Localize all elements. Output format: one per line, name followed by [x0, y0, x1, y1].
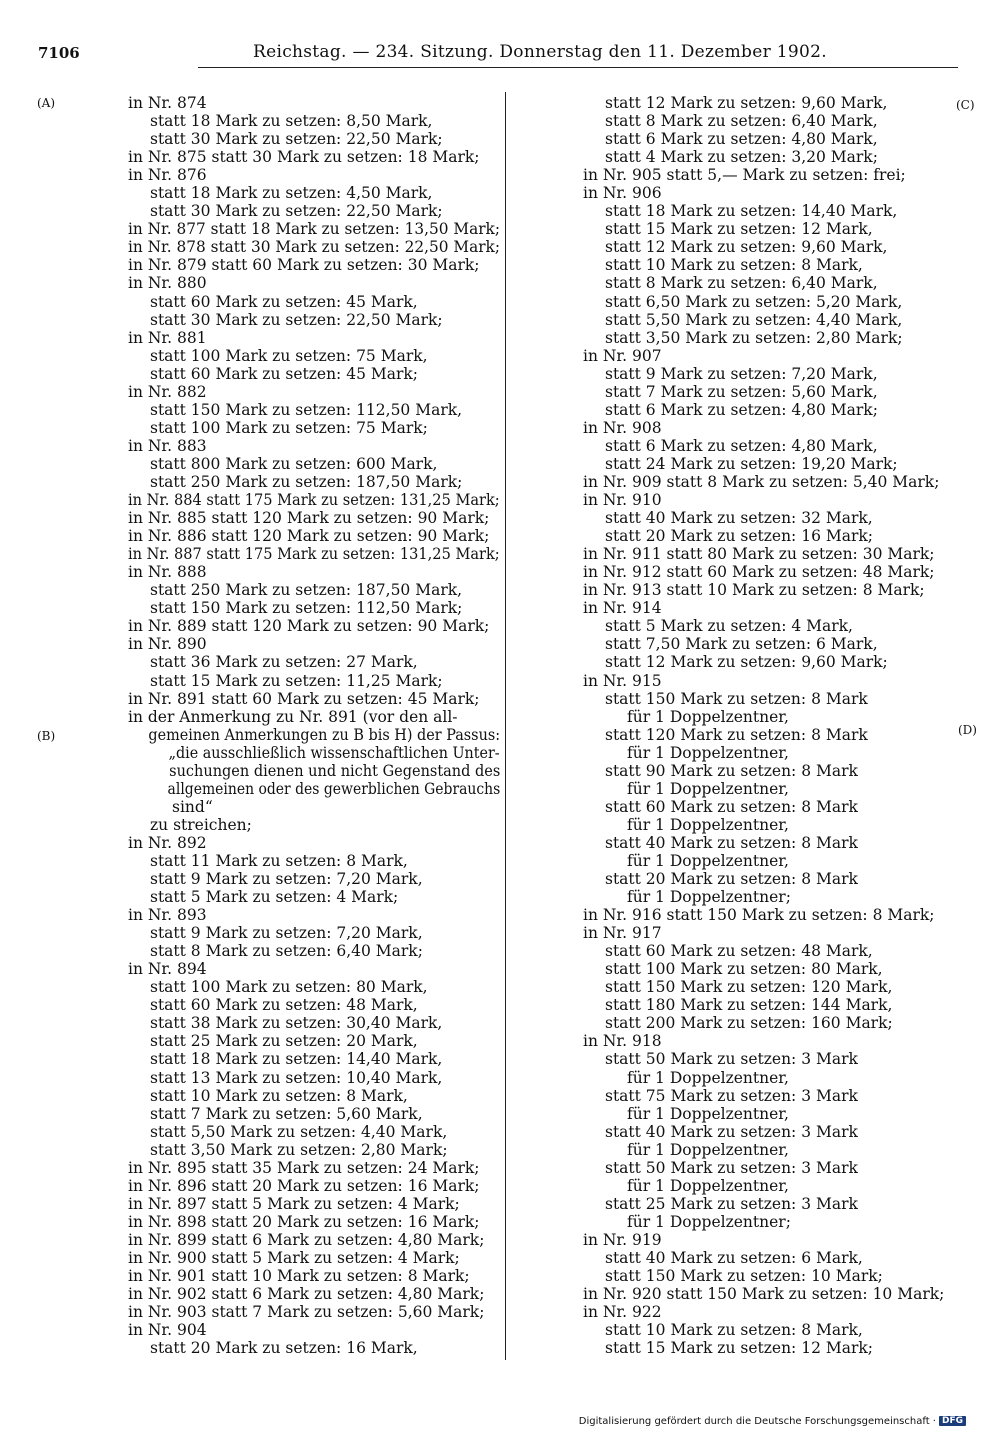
text-line: statt 30 Mark zu setzen: 22,50 Mark; — [150, 130, 443, 149]
text-line: statt 13 Mark zu setzen: 10,40 Mark, — [150, 1068, 443, 1087]
text-line: statt 100 Mark zu setzen: 80 Mark, — [605, 960, 883, 979]
text-line: statt 250 Mark zu setzen: 187,50 Mark; — [150, 472, 463, 491]
text-line: statt 36 Mark zu setzen: 27 Mark, — [150, 653, 418, 672]
text-line: allgemeinen oder des gewerblichen Gebrauchs — [167, 779, 501, 798]
text-line: in Nr. 912 statt 60 Mark zu setzen: 48 Mark; — [583, 563, 935, 582]
margin-mark-a: (A) — [37, 96, 56, 110]
text-line: statt 120 Mark zu setzen: 8 Mark — [605, 725, 868, 744]
text-line: in Nr. 904 — [128, 1321, 207, 1340]
text-line: in Nr. 883 — [128, 436, 207, 455]
text-line: statt 50 Mark zu setzen: 3 Mark — [605, 1158, 858, 1177]
text-line: statt 150 Mark zu setzen: 8 Mark — [605, 689, 868, 708]
text-line: für 1 Doppelzentner; — [627, 1212, 791, 1231]
text-line: statt 60 Mark zu setzen: 48 Mark, — [150, 996, 418, 1015]
text-line: zu streichen; — [150, 815, 252, 834]
text-line: für 1 Doppelzentner, — [627, 743, 789, 762]
text-line: statt 200 Mark zu setzen: 160 Mark; — [605, 1014, 893, 1033]
text-line: in Nr. 914 — [583, 599, 662, 618]
text-line: für 1 Doppelzentner, — [627, 1104, 789, 1123]
text-line: statt 8 Mark zu setzen: 6,40 Mark, — [605, 274, 878, 293]
text-line: für 1 Doppelzentner, — [627, 851, 789, 870]
text-line: in Nr. 894 — [128, 960, 207, 979]
text-line: in Nr. 887 statt 175 Mark zu setzen: 131,25 Mark; — [128, 545, 500, 564]
text-line: statt 90 Mark zu setzen: 8 Mark — [605, 761, 858, 780]
text-line: statt 7 Mark zu setzen: 5,60 Mark, — [150, 1104, 423, 1123]
text-line: in Nr. 900 statt 5 Mark zu setzen: 4 Mark; — [128, 1249, 460, 1267]
text-line: statt 250 Mark zu setzen: 187,50 Mark, — [150, 581, 463, 600]
text-line: in Nr. 901 statt 10 Mark zu setzen: 8 Mark; — [128, 1267, 470, 1286]
text-line: statt 7 Mark zu setzen: 5,60 Mark, — [605, 382, 878, 401]
text-line: in Nr. 920 statt 150 Mark zu setzen: 10 Mark; — [583, 1285, 945, 1304]
text-line: in Nr. 919 — [583, 1230, 662, 1249]
text-line: statt 9 Mark zu setzen: 7,20 Mark, — [605, 364, 878, 383]
text-line: in Nr. 879 statt 60 Mark zu setzen: 30 Mark; — [128, 256, 480, 275]
text-line: statt 25 Mark zu setzen: 3 Mark — [605, 1194, 858, 1213]
text-line: statt 5 Mark zu setzen: 4 Mark, — [605, 617, 853, 636]
text-line: in Nr. 908 — [583, 418, 662, 437]
text-line: statt 50 Mark zu setzen: 3 Mark — [605, 1050, 858, 1069]
text-line: in Nr. 876 — [128, 166, 207, 185]
text-line: suchungen dienen und nicht Gegenstand des — [169, 761, 501, 780]
text-line: statt 800 Mark zu setzen: 600 Mark, — [150, 454, 438, 473]
running-title: Reichstag. — 234. Sitzung. Donnerstag den 11. Dezember 1902. — [253, 42, 827, 62]
text-line: statt 20 Mark zu setzen: 8 Mark — [605, 870, 858, 889]
text-line: in Nr. 895 statt 35 Mark zu setzen: 24 Mark; — [128, 1158, 480, 1177]
text-line: sind“ — [172, 797, 213, 816]
page-number: 7106 — [38, 44, 80, 62]
text-line: für 1 Doppelzentner, — [627, 1068, 789, 1087]
text-line: statt 30 Mark zu setzen: 22,50 Mark; — [150, 202, 443, 221]
text-line: statt 150 Mark zu setzen: 120 Mark, — [605, 978, 893, 997]
text-line: statt 20 Mark zu setzen: 16 Mark; — [605, 527, 873, 546]
text-line: für 1 Doppelzentner; — [627, 888, 791, 907]
text-line: statt 40 Mark zu setzen: 32 Mark, — [605, 509, 873, 528]
digitization-credit — [579, 1416, 966, 1427]
text-line: in Nr. 882 — [128, 382, 207, 401]
text-line: in Nr. 885 statt 120 Mark zu setzen: 90 Mark; — [128, 509, 490, 528]
text-line: in Nr. 899 statt 6 Mark zu setzen: 4,80 Mark; — [128, 1230, 485, 1249]
text-line: statt 60 Mark zu setzen: 45 Mark; — [150, 364, 418, 383]
text-line: statt 24 Mark zu setzen: 19,20 Mark; — [605, 454, 898, 473]
margin-mark-b: (B) — [37, 729, 56, 743]
text-line: statt 10 Mark zu setzen: 8 Mark, — [605, 256, 863, 275]
text-line: statt 38 Mark zu setzen: 30,40 Mark, — [150, 1014, 443, 1033]
text-line: in Nr. 896 statt 20 Mark zu setzen: 16 Mark; — [128, 1176, 480, 1195]
text-line: statt 5,50 Mark zu setzen: 4,40 Mark, — [150, 1122, 448, 1141]
text-line: für 1 Doppelzentner, — [627, 1140, 789, 1159]
text-line: in Nr. 874 — [128, 94, 207, 112]
text-line: in Nr. 910 — [583, 491, 662, 510]
header-rule — [198, 67, 958, 68]
text-line: in Nr. 891 statt 60 Mark zu setzen: 45 Mark; — [128, 689, 480, 708]
text-line: statt 7,50 Mark zu setzen: 6 Mark, — [605, 635, 878, 654]
text-line: für 1 Doppelzentner, — [627, 779, 789, 798]
text-line: statt 9 Mark zu setzen: 7,20 Mark, — [150, 924, 423, 943]
text-line: statt 5,50 Mark zu setzen: 4,40 Mark, — [605, 310, 903, 329]
text-line: in Nr. 893 — [128, 906, 207, 925]
left-column — [128, 94, 500, 1357]
text-line: statt 180 Mark zu setzen: 144 Mark, — [605, 996, 893, 1015]
text-line: in Nr. 903 statt 7 Mark zu setzen: 5,60 Mark; — [128, 1303, 485, 1322]
dfg-logo: DFG — [939, 1416, 966, 1426]
text-line: in Nr. 875 statt 30 Mark zu setzen: 18 Mark; — [128, 148, 480, 167]
text-line: statt 60 Mark zu setzen: 45 Mark, — [150, 292, 418, 311]
text-line: statt 15 Mark zu setzen: 12 Mark, — [605, 220, 873, 239]
text-line: statt 100 Mark zu setzen: 75 Mark, — [150, 346, 428, 365]
text-line: in Nr. 911 statt 80 Mark zu setzen: 30 Mark; — [583, 545, 935, 564]
text-line: statt 60 Mark zu setzen: 8 Mark — [605, 797, 858, 816]
text-line: statt 150 Mark zu setzen: 112,50 Mark, — [150, 400, 463, 419]
text-line: statt 40 Mark zu setzen: 8 Mark — [605, 833, 858, 852]
text-line: statt 18 Mark zu setzen: 14,40 Mark, — [150, 1050, 443, 1069]
text-line: statt 9 Mark zu setzen: 7,20 Mark, — [150, 870, 423, 889]
text-line: statt 6 Mark zu setzen: 4,80 Mark, — [605, 436, 878, 455]
text-line: statt 5 Mark zu setzen: 4 Mark; — [150, 888, 399, 907]
text-line: in der Anmerkung zu Nr. 891 (vor den all- — [128, 707, 458, 726]
text-line: statt 100 Mark zu setzen: 80 Mark, — [150, 978, 428, 997]
text-line: statt 12 Mark zu setzen: 9,60 Mark, — [605, 94, 888, 112]
text-line: statt 18 Mark zu setzen: 4,50 Mark, — [150, 184, 433, 203]
text-line: statt 40 Mark zu setzen: 6 Mark, — [605, 1249, 863, 1267]
text-line: statt 6,50 Mark zu setzen: 5,20 Mark, — [605, 292, 903, 311]
text-line: in Nr. 890 — [128, 635, 207, 654]
text-line: statt 100 Mark zu setzen: 75 Mark; — [150, 418, 428, 437]
text-line: statt 15 Mark zu setzen: 12 Mark; — [605, 1339, 873, 1358]
text-line: in Nr. 888 — [128, 563, 207, 582]
text-line: in Nr. 916 statt 150 Mark zu setzen: 8 Mark; — [583, 906, 935, 925]
text-line: statt 12 Mark zu setzen: 9,60 Mark; — [605, 653, 888, 672]
text-line: statt 4 Mark zu setzen: 3,20 Mark; — [605, 148, 878, 167]
text-line: in Nr. 897 statt 5 Mark zu setzen: 4 Mark; — [128, 1194, 460, 1213]
margin-mark-d: (D) — [958, 723, 977, 737]
text-line: in Nr. 889 statt 120 Mark zu setzen: 90 Mark; — [128, 617, 490, 636]
text-line: statt 3,50 Mark zu setzen: 2,80 Mark; — [150, 1140, 448, 1159]
text-line: statt 8 Mark zu setzen: 6,40 Mark; — [150, 942, 423, 961]
text-line: in Nr. 905 statt 5,— Mark zu setzen: frei; — [583, 166, 906, 185]
text-line: gemeinen Anmerkungen zu B bis H) der Passus: — [148, 725, 501, 744]
credit-text: Digitalisierung gefördert durch die Deutsche Forschungsgemeinschaft · — [578, 1416, 936, 1427]
text-line: in Nr. 892 — [128, 833, 207, 852]
text-line: in Nr. 907 — [583, 346, 662, 365]
column-divider — [505, 92, 506, 1360]
text-line: statt 25 Mark zu setzen: 20 Mark, — [150, 1032, 418, 1051]
text-line: in Nr. 922 — [583, 1303, 662, 1322]
text-line: statt 30 Mark zu setzen: 22,50 Mark; — [150, 310, 443, 329]
text-line: in Nr. 917 — [583, 924, 662, 943]
text-line: in Nr. 913 statt 10 Mark zu setzen: 8 Mark; — [583, 581, 925, 600]
text-line: in Nr. 878 statt 30 Mark zu setzen: 22,50 Mark; — [128, 238, 501, 257]
text-line: statt 40 Mark zu setzen: 3 Mark — [605, 1122, 858, 1141]
text-line: in Nr. 915 — [583, 671, 662, 690]
text-line: in Nr. 898 statt 20 Mark zu setzen: 16 Mark; — [128, 1212, 480, 1231]
text-line: in Nr. 909 statt 8 Mark zu setzen: 5,40 Mark; — [583, 472, 940, 491]
text-line: für 1 Doppelzentner, — [627, 815, 789, 834]
text-line: statt 6 Mark zu setzen: 4,80 Mark, — [605, 130, 878, 149]
text-line: „die ausschließlich wissenschaftlichen Unter- — [168, 743, 500, 762]
text-line: in Nr. 877 statt 18 Mark zu setzen: 13,50 Mark; — [128, 220, 501, 239]
text-line: in Nr. 902 statt 6 Mark zu setzen: 4,80 Mark; — [128, 1285, 485, 1304]
text-line: statt 18 Mark zu setzen: 14,40 Mark, — [605, 202, 898, 221]
text-line: statt 11 Mark zu setzen: 8 Mark, — [150, 851, 408, 870]
right-column — [583, 94, 955, 1357]
text-line: statt 12 Mark zu setzen: 9,60 Mark, — [605, 238, 888, 257]
text-line: statt 60 Mark zu setzen: 48 Mark, — [605, 942, 873, 961]
text-line: statt 10 Mark zu setzen: 8 Mark, — [605, 1321, 863, 1340]
text-line: statt 15 Mark zu setzen: 11,25 Mark; — [150, 671, 443, 690]
text-line: statt 6 Mark zu setzen: 4,80 Mark; — [605, 400, 878, 419]
text-line: für 1 Doppelzentner, — [627, 1176, 789, 1195]
text-line: statt 150 Mark zu setzen: 112,50 Mark; — [150, 599, 463, 618]
margin-mark-c: (C) — [956, 98, 975, 112]
text-line: statt 75 Mark zu setzen: 3 Mark — [605, 1086, 858, 1105]
text-line: statt 10 Mark zu setzen: 8 Mark, — [150, 1086, 408, 1105]
text-line: statt 150 Mark zu setzen: 10 Mark; — [605, 1267, 883, 1286]
page-header — [38, 40, 958, 70]
text-line: in Nr. 880 — [128, 274, 207, 293]
text-line: in Nr. 918 — [583, 1032, 662, 1051]
text-line: statt 8 Mark zu setzen: 6,40 Mark, — [605, 112, 878, 131]
text-line: in Nr. 881 — [128, 328, 207, 347]
text-line: statt 20 Mark zu setzen: 16 Mark, — [150, 1339, 418, 1358]
text-line: für 1 Doppelzentner, — [627, 707, 789, 726]
text-line: in Nr. 884 statt 175 Mark zu setzen: 131,25 Mark; — [128, 491, 500, 510]
text-line: statt 3,50 Mark zu setzen: 2,80 Mark; — [605, 328, 903, 347]
text-line: in Nr. 906 — [583, 184, 662, 203]
text-line: in Nr. 886 statt 120 Mark zu setzen: 90 Mark; — [128, 527, 490, 546]
text-line: statt 18 Mark zu setzen: 8,50 Mark, — [150, 112, 433, 131]
